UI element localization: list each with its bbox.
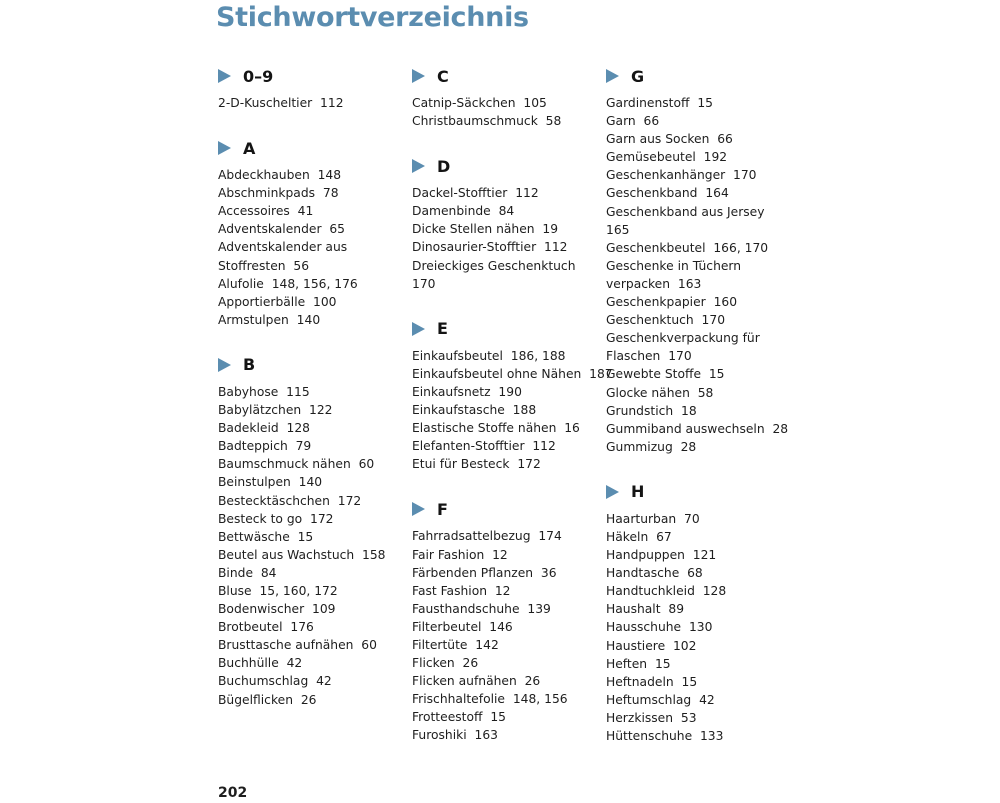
entry-pages: 148, 156: [512, 692, 568, 707]
index-entry: [606, 94, 806, 112]
entry-pages: 58: [697, 385, 714, 400]
entry-pages: 26: [300, 692, 317, 707]
index-entry: [218, 691, 408, 709]
entry-term: Etui für Besteck: [412, 457, 510, 472]
entry-term: Geschenkbeutel: [606, 240, 706, 255]
entry-term: Gummizug: [606, 439, 673, 454]
index-entry: [412, 636, 602, 654]
entry-pages: 115: [286, 384, 310, 399]
index-entry: [606, 166, 806, 184]
entry-term: Besteck to go: [218, 511, 303, 526]
entry-pages: 142: [475, 637, 499, 652]
index-entry: [606, 203, 806, 221]
entry-term: Fast Fashion: [412, 583, 488, 598]
section-heading: [412, 154, 602, 178]
entry-pages: 112: [320, 96, 344, 110]
section-heading: [218, 136, 408, 160]
entry-term: Einkaufstasche: [412, 403, 505, 418]
entry-term: Frotteestoff: [412, 710, 483, 725]
index-entry: [606, 528, 806, 546]
entry-pages: 15: [708, 367, 725, 382]
entry-pages: 172: [310, 511, 334, 526]
entry-pages: 79: [295, 439, 312, 454]
entry-pages: 28: [680, 439, 697, 454]
index-entry: [606, 564, 806, 582]
entry-term: Catnip-Säckchen: [412, 96, 516, 110]
entry-pages: 66: [717, 132, 733, 147]
entry-pages: 148: [317, 168, 342, 183]
entry-pages: 176: [290, 620, 314, 635]
index-entry: [412, 672, 602, 690]
entry-pages: 140: [298, 475, 323, 490]
entry-term: Furoshiki: [412, 728, 467, 743]
entry-pages: 172: [517, 457, 541, 472]
entry-pages: 66: [643, 114, 660, 129]
entry-pages: 58: [545, 114, 562, 129]
entry-pages: 105: [523, 96, 547, 110]
section-letter: G: [631, 66, 645, 86]
entry-pages: 84: [498, 204, 515, 219]
entry-term: Geschenkpapier: [606, 295, 706, 310]
index-section: [412, 154, 602, 293]
entry-pages: 128: [702, 584, 727, 599]
index-column-3: [606, 64, 806, 745]
index-entry: [218, 636, 408, 654]
index-entry: [606, 655, 806, 673]
entry-pages: 28: [772, 421, 789, 436]
entry-term: Gewebte Stoffe: [606, 367, 702, 382]
index-entry: [412, 455, 602, 473]
index-entry: [218, 220, 408, 238]
entry-term: Buchumschlag: [218, 674, 309, 689]
index-entry: [606, 293, 806, 311]
index-entry: [606, 582, 806, 600]
index-entry: [606, 184, 806, 202]
index-entry: [412, 708, 602, 726]
entry-term: Filtertüte: [412, 637, 468, 652]
index-entry: [412, 419, 602, 437]
entry-pages: 15: [297, 529, 314, 544]
section-letter: C: [437, 66, 449, 86]
index-entry: [412, 238, 602, 256]
entry-term: Abdeckhauben: [218, 168, 310, 183]
triangle-marker-icon: [218, 69, 231, 83]
entry-term: Dackel-Stofftier: [412, 186, 508, 201]
section-letter: B: [243, 355, 256, 375]
triangle-marker-icon: [412, 322, 425, 336]
entry-pages: 60: [361, 638, 377, 653]
entry-pages: 192: [703, 150, 728, 165]
entry-term: Flicken: [412, 656, 455, 671]
entry-term: Badteppich: [218, 439, 288, 454]
index-entry: [218, 672, 408, 690]
entry-pages: 170: [733, 168, 757, 183]
entry-term: Bluse: [218, 583, 252, 598]
entry-term: Heftnadeln: [606, 674, 674, 689]
index-entry: [412, 654, 602, 672]
entry-pages: 188: [512, 403, 537, 418]
index-entry: [606, 673, 806, 691]
index-entry: [412, 94, 602, 112]
triangle-marker-icon: [412, 502, 425, 516]
index-entry: [218, 564, 408, 582]
entry-pages: 121: [692, 548, 717, 563]
entry-pages: 78: [322, 186, 339, 201]
entry-pages: 139: [527, 601, 551, 616]
entry-term: Brusttasche aufnähen: [218, 638, 354, 653]
entry-term: Accessoires: [218, 204, 290, 219]
entry-pages: 130: [688, 620, 713, 635]
entry-pages: 122: [309, 403, 333, 418]
index-entry: [606, 311, 806, 329]
index-entry: [218, 528, 408, 546]
entry-pages: 89: [668, 602, 685, 617]
index-entry: [606, 727, 806, 745]
entry-term: Buchhülle: [218, 656, 279, 671]
section-heading: [218, 353, 408, 377]
entry-term: Bodenwischer: [218, 602, 305, 617]
entry-term: 165: [606, 222, 630, 237]
entry-term: Herzkissen: [606, 710, 674, 725]
page-title: Stichwortverzeichnis: [216, 2, 529, 33]
section-letter: D: [437, 156, 451, 176]
entry-pages: 68: [687, 566, 703, 581]
index-entry: [412, 365, 613, 383]
triangle-marker-icon: [606, 69, 619, 83]
index-entry: [606, 130, 806, 148]
entry-term: Grundstich: [606, 403, 674, 418]
entry-term: Haarturban: [606, 511, 677, 526]
index-entry: [412, 726, 602, 744]
entry-pages: 186, 188: [510, 348, 566, 363]
entry-pages: 36: [540, 565, 557, 580]
entry-term: 2-D-Kuscheltier: [218, 96, 313, 110]
index-entry: [218, 238, 408, 256]
entry-pages: 170: [668, 349, 692, 364]
entry-pages: 15: [654, 656, 671, 671]
index-entry: [606, 112, 806, 130]
entry-pages: 19: [542, 222, 559, 237]
index-entry: [606, 239, 806, 257]
entry-term: Geschenke in Tüchern: [606, 258, 742, 273]
entry-term: Gummiband auswechseln: [606, 421, 765, 436]
entry-term: Christbaumschmuck: [412, 114, 538, 129]
section-heading: [412, 317, 602, 341]
entry-pages: 174: [538, 529, 562, 544]
entry-pages: 12: [492, 547, 508, 562]
entry-term: Fausthandschuhe: [412, 601, 520, 616]
index-section: [412, 497, 602, 744]
entry-pages: 42: [316, 674, 332, 689]
entry-pages: 112: [544, 240, 568, 255]
entry-pages: 163: [474, 728, 498, 743]
index-entry: [606, 384, 806, 402]
triangle-marker-icon: [218, 141, 231, 155]
index-entry: [412, 275, 602, 293]
entry-term: Elastische Stoffe nähen: [412, 421, 557, 436]
entry-term: Baumschmuck nähen: [218, 457, 351, 472]
entry-term: Brotbeutel: [218, 620, 283, 635]
index-entry: [606, 148, 806, 166]
index-entry: [412, 546, 602, 564]
entry-term: Babyhose: [218, 384, 279, 399]
entry-term: Dicke Stellen nähen: [412, 222, 535, 237]
entry-pages: 70: [684, 511, 700, 526]
section-heading: [412, 64, 602, 88]
index-entry: [218, 492, 408, 510]
entry-term: Beutel aus Wachstuch: [218, 547, 355, 562]
index-entry: [218, 383, 408, 401]
entry-term: Babylätzchen: [218, 403, 302, 418]
entry-pages: 172: [337, 493, 362, 508]
entry-term: Abschminkpads: [218, 186, 316, 201]
index-column-2: [412, 64, 613, 745]
index-entry: [412, 437, 602, 455]
entry-pages: 18: [681, 403, 697, 418]
entry-term: Einkaufsbeutel: [412, 348, 503, 363]
triangle-marker-icon: [412, 69, 425, 83]
entry-term: Beinstulpen: [218, 475, 291, 490]
index-section: [218, 136, 408, 329]
entry-term: Elefanten-Stofftier: [412, 439, 525, 454]
section-letter: H: [631, 482, 645, 502]
index-entry: [412, 582, 602, 600]
index-entry: [218, 94, 408, 112]
section-letter: A: [243, 138, 256, 158]
index-entry: [218, 437, 408, 455]
entry-term: Flaschen: [606, 349, 661, 364]
index-entry: [606, 510, 806, 528]
section-heading: [606, 64, 806, 88]
index-entry: [218, 257, 408, 275]
entry-term: Häkeln: [606, 529, 649, 544]
entry-pages: 16: [564, 421, 580, 436]
index-entry: [606, 600, 806, 618]
entry-pages: 42: [286, 656, 303, 671]
entry-pages: 170: [701, 313, 726, 328]
index-entry: [218, 473, 408, 491]
entry-pages: 15, 160, 172: [259, 583, 338, 598]
index-entry: [412, 202, 602, 220]
index-entry: [606, 637, 806, 655]
index-entry: [218, 293, 408, 311]
entry-term: Dreieckiges Geschenktuch: [412, 258, 576, 273]
entry-term: Gemüsebeutel: [606, 150, 696, 165]
index-entry: [218, 618, 408, 636]
entry-pages: 164: [705, 186, 729, 201]
entry-term: Einkaufsbeutel ohne Nähen: [412, 366, 582, 381]
entry-term: Apportierbälle: [218, 294, 306, 309]
index-column-1: [218, 64, 408, 709]
index-entry: [218, 510, 408, 528]
entry-term: Geschenktuch: [606, 313, 694, 328]
entry-term: Geschenkband aus Jersey: [606, 204, 765, 219]
entry-pages: 148, 156, 176: [271, 276, 358, 291]
index-entry: [412, 690, 602, 708]
entry-term: Gardinenstoff: [606, 96, 690, 110]
entry-term: Stoffresten: [218, 258, 286, 273]
index-entry: [218, 401, 408, 419]
entry-pages: 15: [490, 710, 506, 725]
index-entry: [606, 546, 806, 564]
entry-term: Haushalt: [606, 602, 661, 617]
entry-term: Heften: [606, 656, 648, 671]
index-entry: [218, 455, 408, 473]
entry-term: Geschenkverpackung für: [606, 331, 760, 346]
entry-term: Filterbeutel: [412, 619, 482, 634]
entry-pages: 158: [362, 547, 386, 562]
index-entry: [218, 546, 408, 564]
index-entry: [412, 347, 602, 365]
index-section: [606, 64, 806, 456]
entry-pages: 56: [293, 258, 310, 273]
entry-pages: 112: [515, 186, 539, 201]
index-entry: [218, 166, 408, 184]
entry-pages: 84: [260, 565, 277, 580]
entry-pages: 65: [329, 222, 345, 237]
index-entry: [218, 311, 408, 329]
index-entry: [412, 564, 602, 582]
entry-term: Badekleid: [218, 421, 279, 436]
entry-term: Bestecktäschchen: [218, 493, 330, 508]
entry-term: Hausschuhe: [606, 620, 682, 635]
entry-term: Bettwäsche: [218, 529, 290, 544]
index-entry: [412, 184, 602, 202]
index-section: [412, 64, 602, 130]
entry-term: Dinosaurier-Stofftier: [412, 240, 537, 255]
entry-term: Fahrradsattelbezug: [412, 529, 531, 544]
index-entry: [218, 582, 408, 600]
entry-pages: 160: [713, 295, 738, 310]
entry-term: Garn: [606, 114, 636, 129]
triangle-marker-icon: [218, 358, 231, 372]
entry-term: Färbenden Pflanzen: [412, 565, 534, 580]
entry-term: Armstulpen: [218, 312, 289, 327]
section-heading: [412, 497, 602, 521]
index-entry: [606, 618, 806, 636]
index-entry: [606, 221, 806, 239]
entry-term: Frischhaltefolie: [412, 692, 505, 707]
entry-term: Haustiere: [606, 638, 666, 653]
entry-pages: 42: [699, 692, 715, 707]
index-entry: [606, 438, 806, 456]
entry-pages: 100: [313, 294, 337, 309]
index-section: [412, 317, 613, 474]
entry-pages: 102: [672, 638, 697, 653]
entry-pages: 109: [312, 602, 336, 617]
entry-pages: 41: [297, 204, 314, 219]
entry-term: Damenbinde: [412, 204, 491, 219]
index-section: [218, 64, 408, 112]
entry-term: Handtuchkleid: [606, 584, 695, 599]
section-letter: E: [437, 319, 448, 339]
index-entry: [412, 257, 602, 275]
entry-term: Garn aus Socken: [606, 132, 710, 147]
index-entry: [412, 618, 602, 636]
index-entry: [218, 202, 408, 220]
section-heading: [606, 480, 806, 504]
entry-term: Flicken aufnähen: [412, 674, 517, 689]
entry-pages: 187: [589, 366, 613, 381]
entry-term: Bügelflicken: [218, 692, 293, 707]
entry-pages: 67: [656, 529, 672, 544]
entry-term: Binde: [218, 565, 254, 580]
entry-pages: 163: [677, 276, 702, 291]
entry-pages: 133: [699, 729, 724, 743]
entry-pages: 190: [498, 384, 522, 399]
index-entry: [412, 600, 602, 618]
index-entry: [218, 184, 408, 202]
entry-term: Glocke nähen: [606, 385, 690, 400]
entry-pages: 128: [286, 421, 310, 436]
page-number: 202: [218, 785, 248, 801]
entry-pages: 146: [489, 619, 513, 634]
entry-term: Geschenkband: [606, 186, 698, 201]
entry-pages: 15: [681, 674, 698, 689]
entry-pages: 112: [532, 439, 556, 454]
entry-term: Handtasche: [606, 566, 680, 581]
entry-pages: 166, 170: [713, 240, 769, 255]
index-entry: [412, 401, 602, 419]
index-entry: [218, 600, 408, 618]
index-entry: [606, 402, 806, 420]
index-entry: [606, 420, 806, 438]
entry-term: Einkaufsnetz: [412, 384, 491, 399]
entry-pages: 53: [680, 710, 697, 725]
index-entry: [606, 365, 806, 383]
index-section: [606, 480, 806, 745]
entry-term: verpacken: [606, 276, 671, 291]
index-entry: [218, 275, 408, 293]
section-letter: F: [437, 499, 448, 519]
triangle-marker-icon: [606, 485, 619, 499]
entry-term: Adventskalender aus: [218, 240, 348, 255]
index-entry: [606, 275, 806, 293]
entry-term: Heftumschlag: [606, 692, 692, 707]
entry-pages: 140: [296, 312, 321, 327]
index-entry: [606, 709, 806, 727]
index-section: [218, 353, 408, 709]
entry-pages: 12: [494, 583, 511, 598]
index-entry: [606, 329, 806, 347]
entry-term: Hüttenschuhe: [606, 729, 693, 743]
index-entry: [606, 347, 806, 365]
entry-term: Alufolie: [218, 276, 264, 291]
entry-pages: 60: [358, 457, 375, 472]
section-heading: [218, 64, 408, 88]
entry-term: Fair Fashion: [412, 547, 485, 562]
index-entry: [412, 220, 602, 238]
entry-pages: 26: [462, 656, 479, 671]
entry-term: 170: [412, 276, 436, 291]
index-entry: [412, 112, 602, 130]
section-letter: 0–9: [243, 66, 274, 86]
index-entry: [412, 383, 602, 401]
index-entry: [412, 527, 602, 545]
index-entry: [218, 654, 408, 672]
index-entry: [218, 419, 408, 437]
entry-pages: 26: [524, 674, 541, 689]
entry-term: Geschenkanhänger: [606, 168, 726, 183]
index-entry: [606, 691, 806, 709]
triangle-marker-icon: [412, 159, 425, 173]
index-entry: [606, 257, 806, 275]
entry-term: Handpuppen: [606, 548, 685, 563]
entry-term: Adventskalender: [218, 222, 322, 237]
entry-pages: 15: [697, 96, 713, 110]
